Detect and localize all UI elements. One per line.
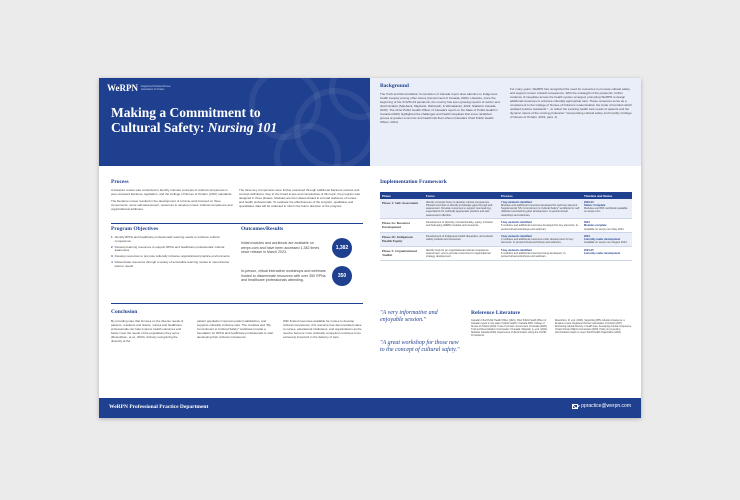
title-line-2: Cultural Safety: (111, 119, 208, 135)
process-detail: 5 modules and additional resources developed for key elements. In-person/virtual workshops and webinars. (501, 224, 579, 231)
objective-number: 1 (111, 235, 113, 239)
process-cell (499, 247, 582, 261)
logo-wordmark: WeRPN (107, 83, 138, 93)
outcome-item (241, 238, 352, 258)
column-header: Timeline and Status (582, 192, 632, 199)
column-header: Phase (380, 192, 424, 199)
timeline-year: 2024 (584, 234, 590, 238)
outcome-text: Initial modules and workbook are available on werpn.com and have been accessed 1,382 times since release in March 2023. (241, 241, 320, 255)
mail-icon (572, 404, 578, 409)
objective-item (111, 261, 231, 269)
outcome-item (241, 266, 352, 286)
focus-cell: Identify concepts focus to develop cultural competence. Phased exercises to identify knowledge gaps through self-assessment. Develop resources to support new learning, expectations for culturally appropriate practice and self-assessment reflection. (424, 199, 499, 219)
outcomes-heading: Outcomes/Results (241, 226, 284, 232)
timeline-cell (582, 199, 632, 219)
conclusion-text-1: By providing care that focuses on the diverse needs of patients, residents and clients, nurses and healthcare professionals can help improve health outcomes and better meet the needs of the populations they serve (Rosenblum, et al., 2023). Actively recognizing the diversity of the (111, 319, 184, 343)
phase-cell: Phase 2a: Resource Development (380, 219, 424, 233)
objective-text: Develop resources to promote culturally inclusive organizational practice environments. (114, 254, 231, 259)
poster (99, 78, 641, 418)
timeline-status: Status: Complete (584, 203, 606, 207)
references-text-1: Canada's Chief Public Health Officer (2021). Chief Public Health Officer of Canada's report on the state of public health in Canada 2020. College of Nurses of Ontario (2019). Code of conduct. Government of Canada (2020). Truth and Reconciliation Commission of Canada. Maybank, A. et al. (2022). Statistics Canada (2020). Experiences of discrimination during the COVID-19 pandemic. (471, 320, 548, 337)
objective-item (111, 236, 231, 244)
objective-text: Develop learning resources to support RPNs and healthcare professionals' cultural awareness. (114, 244, 225, 253)
background-section (370, 78, 641, 166)
phase-cell: Phase 3: Organizational Toolkit (380, 247, 424, 261)
conclusion-text-3: With limited resources available for nurses to develop cultural competence, this resource has demonstrated value to nurses, educational institutions, and organizations as the need to become more culturally competent continues to be extremely important in the delivery of care. (283, 319, 362, 339)
logo (107, 83, 171, 93)
background-heading: Background (380, 83, 409, 89)
process-para-2: The literature review resulted in the development of a frame-work focused on three components: nurse self-assessment, resources to develop nurses' cultural competence and organizational attributes. (111, 199, 233, 211)
timeline-status: Modules complete (584, 224, 607, 228)
timeline-note: Available on werpn.com August 2024 (584, 241, 627, 245)
hero-banner (99, 78, 370, 166)
timeline-note: Available on werpn.com May 2024 (584, 227, 624, 231)
objectives-list (111, 236, 231, 271)
process-heading: Process (111, 179, 129, 185)
process-detail: 4 modules and additional resources under development for key elements. In-person/virtual workshops and webinars. (501, 238, 574, 245)
process-cell (499, 233, 582, 247)
table-row (380, 233, 632, 247)
logo-subtitle: Registered Practical Nurses Association of Ontario (141, 85, 171, 91)
divider (111, 303, 363, 304)
outcome-text: In-person, virtual interactive workshops and webinars hosted to disseminate resources with over 350 RPNs and healthcare professionals attending. (241, 269, 326, 283)
process-text-1 (111, 188, 233, 211)
conclusion-text-2: patient population improves patient satisfaction, and supports culturally inclusive care. The modules and "My Commitment to Cultural Safety" workbook provide a foundation for RPNs and healthcare professionals to start developing their cultural competence. (197, 319, 274, 339)
references-heading: Reference Literature (471, 310, 521, 316)
objective-number: 4 (111, 259, 113, 264)
timeline-cell (582, 233, 632, 247)
process-tag: 7 key elements identified (501, 200, 532, 204)
framework-table (380, 192, 632, 261)
table-row (380, 247, 632, 261)
process-para-1: A literature review was conducted to identify relevant concepts of cultural competence in peer-reviewed literature, legislation, and the College of Nurses of Ontario (CNO) standards. (111, 188, 233, 196)
focus-cell: Development of diversity, intersectionality, equity, inclusion and belonging (DEIB) modules and resources. (424, 219, 499, 233)
process-para-3: The three key components were further examined through additional literature reviews and concept definitions. Due to the broad scope and complexities of this topic, the program was designed in three phases. Modules are then disseminated to a broad audience of nurses and health professionals. To evaluate the effectiveness of the program, qualitative and quantitative data will be collected to inform the future direction of the program. (239, 188, 360, 208)
focus-cell: Identify tools for an organizational cultural competence assessment, and to provide resources for organizational strategy development. (424, 247, 499, 261)
footer-contact (572, 403, 631, 409)
footer (99, 398, 641, 418)
references-text-2: Rosenblum, R. et al. (2023). Supporting RPN cultural competence: a literature review. Registered Nurses' Association of Ontario (2007). Embracing cultural diversity in health care: developing cultural competence. Ontario Human Rights Commission (2018). Policy on preventing discrimination based on creed. World Health Organization (2021). (555, 320, 632, 334)
objective-number: 2 (111, 244, 113, 249)
framework-heading: Implementation Framework (380, 179, 447, 185)
process-tag: 3 key elements identified (501, 234, 532, 238)
outcome-stat: 1,382 (332, 238, 352, 258)
title-emphasis: Nursing 101 (207, 119, 278, 135)
table-row (380, 199, 632, 219)
process-detail: 5 modules and additional resources being developed. In-person/virtual workshops and webinars. (501, 252, 567, 259)
title-line-1: Making a Commitment to (111, 105, 261, 120)
timeline-cell (582, 219, 632, 233)
objective-number: 3 (111, 254, 113, 259)
objectives-heading: Program Objectives (111, 226, 159, 232)
testimonial-quote: "A great workshop for those new to the concept of cultural safety." (380, 340, 460, 353)
footer-department: WeRPN Professional Practice Department (109, 404, 209, 410)
objective-item (111, 255, 231, 259)
process-cell (499, 219, 582, 233)
table-header-row (380, 192, 632, 199)
process-detail: Modules and additional resources developed for each key element. Supplemental "My Commitment to Cultural Safety" workbook for self reflection and learning plan development. In-person/virtual workshops and webinars. (501, 203, 580, 217)
footer-email[interactable]: ppractice@werpn.com (581, 403, 631, 409)
timeline-year: 2022-23 (584, 200, 594, 204)
objective-text: Disseminate resources through a variety of accessible learning modes to meet diverse learner needs. (114, 259, 230, 268)
timeline-status: Currently under development (584, 238, 621, 242)
table-row (380, 219, 632, 233)
poster-title (111, 106, 277, 135)
background-text-1: The Truth and Reconciliation Commission of Canada report drew attention to Indigenous health inequity among other issues (Government of Canada, 2020). Likewise, since the beginning of the COVID-19 pandemic, the country has seen growing reports of racism and discrimination (Maybank, Maybank, Walmsoth, & Wamakavaz, 2022; Statistics Canada, 2020). The Chief Public Health Officer of Canada's report on the State of Public Health in Canada (2020) highlighted the challenges and health inequities that some racialized groups at greater economic and health risk than others (Canada's Chief Public Health Officer, 2021). (380, 92, 500, 124)
timeline-cell (582, 247, 632, 261)
phase-cell: Phase 1: Self-Assessment (380, 199, 424, 219)
objective-text: Identify RPNs and healthcare professionals' learning needs to enhance cultural competence. (114, 235, 220, 243)
conclusion-heading: Conclusion (111, 309, 138, 315)
testimonial-quote: "A very informative and enjoyable session." (380, 310, 438, 323)
timeline-note: Modules and PDF workbook available on werpn.com (584, 207, 628, 214)
column-header: Focus (424, 192, 499, 199)
objective-item (111, 246, 231, 254)
timeline-status: Currently under development (584, 252, 621, 256)
divider (111, 223, 363, 224)
phase-cell: Phase 2b: Indigenous Health Equity (380, 233, 424, 247)
process-tag: 5 key elements identified (501, 248, 532, 252)
process-cell (499, 199, 582, 219)
process-tag: 5 key elements identified (501, 220, 532, 224)
timeline-year: 2024-25 (584, 248, 594, 252)
focus-cell: Development of Indigenous health disparities, and cultural safety modules and resources. (424, 233, 499, 247)
outcome-stat: 350 (332, 266, 352, 286)
timeline-year: 2024 (584, 220, 590, 224)
column-header: Process (499, 192, 582, 199)
background-text-2: For many years, WeRPN has recognized the need for resources to promote cultural safety and support nurses' cultural competence. With the onslaught of the pandemic, further evidence of inequities across the health system emerged, prompting WeRPN to design additional resources to enhance culturally appropriate care. These resources serve as a complement to the College of Nurses of Ontario's modernization the Code of Conduct which updated practice standards "...to reflect the evolving health care needs of patients and the dynamic nature of the nursing profession" incorporating cultural safety and humility (College of Nurses of Ontario, 2019, para. 1). (510, 87, 632, 119)
